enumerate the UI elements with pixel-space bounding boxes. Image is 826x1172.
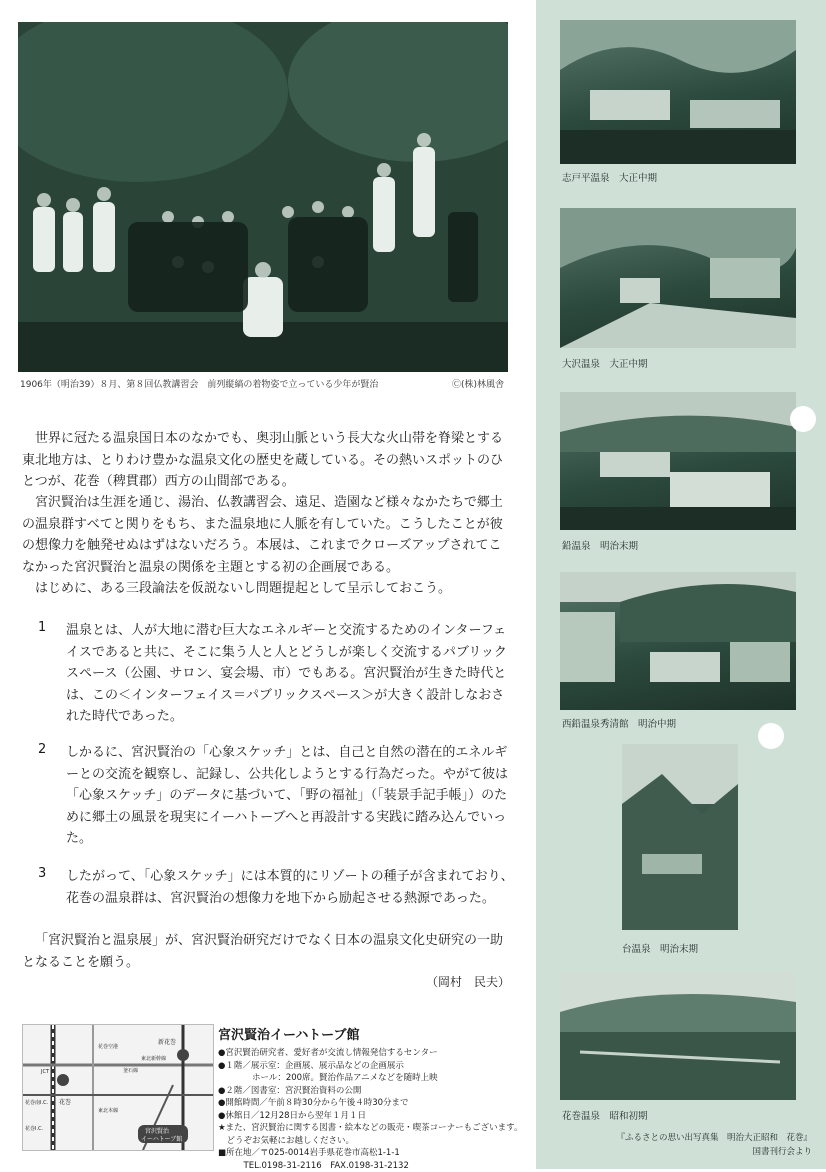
essay-paragraph-3: はじめに、ある三段論法を仮説ないし問題提起として呈示しておこう。 (22, 578, 514, 600)
museum-info-line: TEL.0198-31-2116 FAX.0198-31-2132 (218, 1160, 528, 1172)
onsen-photo-shidotaira (560, 20, 796, 164)
map-label-tohoku-line: 東北本線 (98, 1107, 118, 1114)
museum-info-line: ●１階／展示室：企画展、展示品などの企画展示 (218, 1060, 528, 1073)
essay-item-2: しかるに、宮沢賢治の「心象スケッチ」とは、自己と自然の潜在的エネルギーとの交流を観察し、記録し、公共化しようとする行為だった。やがて彼は「心象スケッチ」のデータに基づいて、「野の福祉」（「装景手記手帳」）のために郷土の風景を現実にイーハトーブへと再設計する実践に踏み込んでいった。 (66, 742, 514, 850)
onsen-photo-nishinamari (560, 572, 796, 710)
author-name: （岡村 民夫） (426, 973, 510, 990)
museum-info-line: ★また、宮沢賢治に関する図書・絵本などの販売・喫茶コーナーもございます。 (218, 1122, 528, 1135)
item-number-1: 1 (38, 620, 46, 635)
museum-info (218, 1024, 528, 1172)
museum-info-line: ●開館時間／午前８時30分から午後４時30分まで (218, 1097, 528, 1110)
photo-credit: Ⓒ(株)林風舎 (452, 377, 504, 390)
onsen-caption: 台温泉 明治末期 (622, 941, 698, 955)
museum-info-line: ●宮沢賢治研究者、愛好者が交流し情報発信するセンター (218, 1047, 528, 1060)
museum-info-line: ■所在地／〒025-0014岩手県花巻市高松1-1-1 (218, 1147, 528, 1160)
onsen-photo-namari (560, 392, 796, 530)
photo-source-line-2: 国書刊行会より (752, 1145, 812, 1157)
essay-item-1: 温泉とは、人が大地に潜む巨大なエネルギーと交流するためのインターフェイスであると共に、そこに集う人と人とどうしが楽しく交流するパブリックスペース（公園、サロン、宴会場、市）でもある。宮沢賢治が生きた時代とは、この＜インターフェイス＝パブリックスペース＞が大きく設計しなおされた時代であった。 (66, 620, 514, 728)
photo-source-line-1: 『ふるさとの思い出写真集 明治大正昭和 花巻』 (616, 1131, 812, 1143)
museum-info-line: ●２階／図書室：宮沢賢治資料の公開 (218, 1085, 528, 1098)
group-photo (18, 22, 508, 372)
punch-hole (758, 723, 784, 749)
onsen-photo-hanamaki (560, 972, 796, 1100)
onsen-caption: 大沢温泉 大正中期 (562, 356, 648, 370)
essay-paragraph-1: 世界に冠たる温泉国日本のなかでも、奥羽山脈という長大な火山帯を脊梁とする東北地方は、とりわけ豊かな温泉文化の歴史を蔵している。その熱いスポットのひとつが、花巻（稗貫郡）西方の山間部である。 (22, 428, 514, 493)
museum-info-line: ●休館日／12月28日から翌年１月１日 (218, 1110, 528, 1123)
right-panel (536, 0, 826, 1169)
onsen-caption: 志戸平温泉 大正中期 (562, 170, 657, 184)
essay-item-3: したがって、「心象スケッチ」には本質的にリゾートの種子が含まれており、花巻の温泉群は、宮沢賢治の想像力を地下から励起させる熱源であった。 (66, 866, 514, 909)
photo-caption: 1906年（明治39）８月、第８回仏教講習会 前列縦縞の着物姿で立っている少年が賢治 (20, 377, 378, 390)
map-label-jct: JCT (41, 1069, 49, 1075)
map-label-hanamaki-ic: 花巻I.C. (25, 1125, 43, 1132)
map-label-hanamaki-minami: 花巻南I.C. (25, 1099, 48, 1106)
map-label-museum-2: イーハトーブ館 (141, 1134, 182, 1143)
onsen-caption: 花巻温泉 昭和初期 (562, 1108, 648, 1122)
onsen-caption: 西鉛温泉秀清館 明治中期 (562, 716, 676, 730)
map-label-new-hanamaki: 新花巻 (158, 1037, 176, 1046)
map-label-museum-1: 宮沢賢治 (145, 1126, 169, 1135)
essay-paragraph-2: 宮沢賢治は生涯を通じ、湯治、仏教講習会、遠足、造園など様々なかたちで郷土の温泉群すべてと関りをもち、また温泉地に人脈を有していた。こうしたことが彼の想像力を触発せぬはずはないだろう。本展は、これまでクローズアップされてこなかった宮沢賢治と温泉の関係を主題とする初の企画展である。 (22, 492, 514, 578)
essay-closing: 「宮沢賢治と温泉展」が、宮沢賢治研究だけでなく日本の温泉文化史研究の一助となることを願う。 (22, 930, 514, 973)
onsen-photo-dai (622, 744, 738, 930)
punch-hole (790, 406, 816, 432)
museum-info-line: どうぞお気軽にお越しください。 (218, 1135, 528, 1148)
onsen-caption: 鉛温泉 明治末期 (562, 538, 638, 552)
onsen-photo-osawa (560, 208, 796, 348)
access-map (22, 1024, 214, 1151)
map-label-kamaishi: 釜石線 (123, 1067, 138, 1074)
museum-info-line: ホール：200席。賢治作品アニメなどを随時上映 (218, 1072, 528, 1085)
item-number-2: 2 (38, 742, 46, 757)
map-label-shinkansen: 東北新幹線 (141, 1055, 166, 1062)
item-number-3: 3 (38, 866, 46, 881)
map-label-hanamaki: 花巻 (59, 1097, 71, 1106)
map-label-airport: 花巻空港 (98, 1043, 118, 1050)
museum-name: 宮沢賢治イーハトーブ館 (218, 1024, 528, 1043)
